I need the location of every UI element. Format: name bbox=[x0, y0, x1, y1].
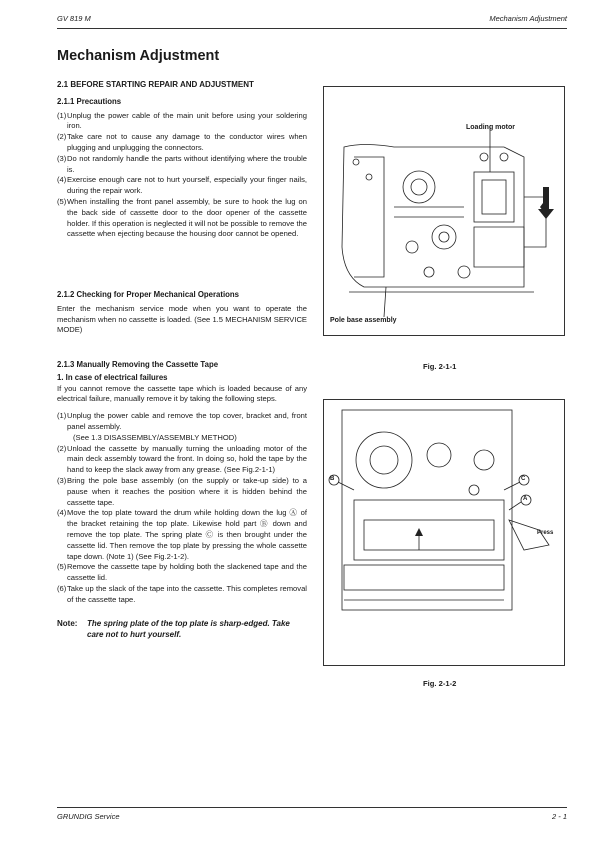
subsection-heading: 2.1.2 Checking for Proper Mechanical Operations bbox=[57, 290, 239, 299]
item-text: When installing the front panel assembly, be sure to hook the lug on the back side of cassette door to the door opener of the cassette holder. If this operation is neglected it will not be possible to remove the cassette when ejecting because the housing door cannot be opened. bbox=[67, 196, 307, 239]
list-item bbox=[57, 197, 307, 240]
item-number: (5) bbox=[57, 562, 67, 572]
list-item bbox=[57, 584, 307, 606]
list-item bbox=[57, 411, 307, 443]
subsection-heading: 2.1.1 Precautions bbox=[57, 96, 122, 106]
footer-publisher: GRUNDIG Service bbox=[57, 812, 120, 821]
item-reference: (See 1.3 DISASSEMBLY/ASSEMBLY METHOD) bbox=[73, 432, 237, 442]
list-item bbox=[57, 562, 307, 584]
section-heading: 2.1 BEFORE STARTING REPAIR AND ADJUSTMENT bbox=[57, 80, 254, 89]
item-number: (5) bbox=[57, 196, 67, 206]
figure-caption: Fig. 2-1-1 bbox=[423, 362, 457, 371]
item-text: Take care not to cause any damage to the conductor wires when plugging and unplugging the connectors. bbox=[67, 132, 307, 152]
footer-rule bbox=[57, 807, 567, 808]
list-item bbox=[57, 154, 307, 176]
item-number: (3) bbox=[57, 153, 67, 163]
figure-2-1-1 bbox=[323, 86, 565, 336]
section-2-1 bbox=[57, 80, 307, 240]
press-label: Press bbox=[537, 530, 554, 536]
note-text: The spring plate of the top plate is sharp-edged. Take care not to hurt yourself. bbox=[87, 618, 290, 639]
list-item bbox=[57, 111, 307, 133]
warning-note bbox=[57, 618, 307, 640]
item-number: (1) bbox=[57, 110, 67, 120]
top-plate-removal-diagram bbox=[324, 400, 564, 665]
item-number: (6) bbox=[57, 583, 67, 593]
paragraph: Enter the mechanism service mode when you want to operate the mechanism when no cassette is loaded. (See 1.5 MECHANISM SERVICE MODE) bbox=[57, 303, 307, 335]
section-2-1-3 bbox=[57, 360, 307, 640]
loading-motor-diagram bbox=[324, 87, 564, 335]
item-text: Do not randomly handle the parts without identifying where the trouble is. bbox=[67, 153, 307, 174]
item-number: (2) bbox=[57, 132, 67, 142]
removal-steps-list bbox=[57, 411, 307, 605]
header-section: Mechanism Adjustment bbox=[489, 14, 567, 23]
item-text: Exercise enough care not to hurt yourself, especially your finger nails, during the repair work. bbox=[67, 175, 307, 196]
item-number: (4) bbox=[57, 175, 67, 185]
page-title: Mechanism Adjustment bbox=[57, 48, 220, 64]
header-rule bbox=[57, 28, 567, 29]
precautions-list bbox=[57, 111, 307, 241]
page-number: 2 - 1 bbox=[551, 812, 567, 821]
paragraph: If you cannot remove the cassette tape which is loaded because of any electrical failure, manually remove it by taking the following steps. bbox=[57, 383, 307, 404]
note-label: Note: bbox=[57, 618, 78, 628]
item-number: (2) bbox=[57, 443, 67, 453]
subsection-subheading: 1. In case of electrical failures bbox=[57, 372, 168, 382]
header-model: GV 819 M bbox=[57, 14, 91, 23]
list-item bbox=[57, 175, 307, 197]
item-number: (3) bbox=[57, 475, 67, 485]
subsection-heading: 2.1.3 Manually Removing the Cassette Tape bbox=[57, 360, 219, 369]
item-number: (4) bbox=[57, 508, 67, 518]
section-2-1-2 bbox=[57, 290, 307, 336]
list-item bbox=[57, 444, 307, 476]
item-text: Unplug the power cable of the main unit before using your soldering iron. bbox=[67, 110, 307, 131]
callout-b: B bbox=[330, 476, 335, 482]
figure-2-1-2 bbox=[323, 399, 565, 666]
item-text: Unplug the power cable and remove the top cover, bracket and, front panel assembly. bbox=[67, 411, 307, 431]
callout-a: A bbox=[523, 496, 528, 502]
pole-base-label: Pole base assembly bbox=[330, 317, 397, 324]
figure-caption: Fig. 2-1-2 bbox=[423, 679, 457, 688]
list-item bbox=[57, 476, 307, 508]
item-text: Take up the slack of the tape into the cassette. This completes removal of the cassette tape. bbox=[67, 583, 307, 604]
item-number: (1) bbox=[57, 411, 67, 421]
item-text: Move the top plate toward the drum while holding down the lug Ⓐ of the bracket retaining the top plate. Likewise hold part Ⓑ down and remove the top plate. The spring plate Ⓒ is then brought under the cassette lid. Then remove the top plate by pressing the whole cassette tape down. (Note 1) (See Fig.2-1-2). bbox=[67, 508, 307, 561]
item-text: Remove the cassette tape by holding both the slackened tape and the cassette lid. bbox=[67, 562, 307, 583]
loading-motor-label: Loading motor bbox=[466, 124, 515, 131]
item-text: Bring the pole base assembly (on the supply or take-up side) to a pause when it reaches the position where it is hidden behind the cassette tape. bbox=[67, 475, 307, 507]
list-item bbox=[57, 508, 307, 562]
callout-c: C bbox=[521, 476, 526, 482]
list-item bbox=[57, 132, 307, 154]
item-text: Unload the cassette by manually turning the unloading motor of the main deck assembly toward the front. In doing so, hold the tape by the hand to keep the slack away from any grease. (See Fig.2-1-1) bbox=[67, 443, 307, 475]
